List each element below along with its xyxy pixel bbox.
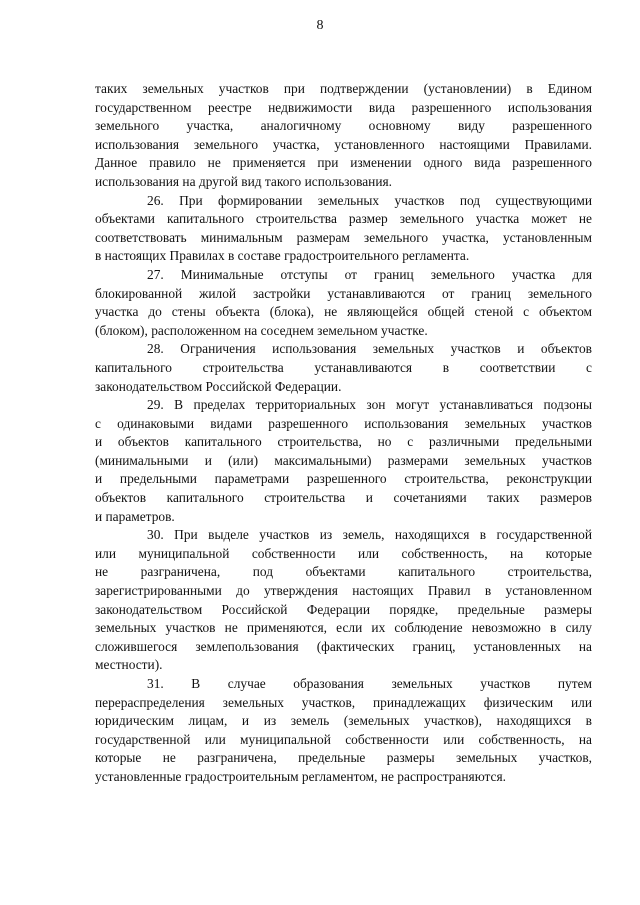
text-line: 27. Минимальные отступы от границ земельного участка для [147,266,592,282]
text-line: соответствовать минимальным размерам земельного участка, установленным [95,229,592,245]
text-line: в настоящих Правилах в составе градостроительного регламента. [95,248,470,264]
text-line: 26. При формировании земельных участков под существующими [147,192,592,208]
text-line: 29. В пределах территориальных зон могут устанавливаться подзоны [147,397,592,413]
text-line: с одинаковыми видами разрешенного использования земельных участков [95,415,592,431]
text-line: участка до стены объекта (блока), не являющейся общей стеной с объектом [95,304,592,320]
text-line: 31. В случае образования земельных участков путем [147,676,592,691]
paragraph-30 [95,526,592,675]
paragraph-26 [95,192,592,266]
text-line: земельных участков не применяются, если их соблюдение невозможно в силу [95,620,592,636]
text-line: Данное правило не применяется при изменении одного вида разрешенного [95,155,592,171]
text-line: которые не разграничена, предельные размеры земельных участков, [95,750,592,766]
text-line: государственном реестре недвижимости вида разрешенного использования [95,99,592,115]
text-line: блокированной жилой застройки устанавливаются от границ земельного [95,285,592,301]
text-line: объектами капитального строительства размер земельного участка может не [95,211,592,227]
document-body [95,80,592,787]
text-line: зарегистрированными до утверждения настоящих Правил в установленном [95,583,592,599]
text-line: использования земельного участка, установленного настоящими Правилами. [95,136,592,152]
text-line: (блоком), расположенном на соседнем земельном участке. [95,322,428,338]
text-line: законодательством Российской Федерации порядке, предельные размеры [95,601,592,617]
paragraph-29 [95,396,592,526]
text-line: местности). [95,657,163,673]
text-line: и объектов капитального строительства, но с различными предельными [95,434,592,450]
text-line: (минимальными и (или) максимальными) размерами земельных участков [95,452,592,468]
paragraph-continuation [95,80,592,192]
text-line: не разграничена, под объектами капитального строительства, [95,564,592,580]
text-line: таких земельных участков при подтверждении (установлении) в Едином [95,81,592,96]
text-line: земельного участка, аналогичному основному виду разрешенного [95,118,592,134]
text-line: юридическим лицам, и из земель (земельных участков), находящихся в [95,713,592,729]
text-line: установленные градостроительным регламентом, не распространяются. [95,768,506,784]
text-line: сложившегося землепользования (фактических границ, установленных на [95,638,592,654]
text-line: объектов капитального строительства и сочетаниями таких размеров [95,490,592,506]
paragraph-27 [95,266,592,340]
text-line: 28. Ограничения использования земельных участков и объектов [147,341,592,357]
text-line: государственной или муниципальной собственности или собственность, на [95,731,592,747]
text-line: капитального строительства устанавливаются в соответствии с [95,359,592,375]
page-number: 8 [316,18,324,33]
text-line: и параметров. [95,508,175,524]
text-line: перераспределения земельных участков, принадлежащих физическим или [95,694,592,710]
text-line: или муниципальной собственности или собственность, на которые [95,545,592,561]
text-line: 30. При выделе участков из земель, находящихся в государственной [147,527,592,543]
paragraph-28 [95,340,592,396]
text-line: законодательством Российской Федерации. [95,378,342,394]
text-line: использования на другой вид такого использования. [95,173,393,189]
text-line: и предельными параметрами разрешенного строительства, реконструкции [95,471,592,487]
paragraph-31 [95,675,592,787]
